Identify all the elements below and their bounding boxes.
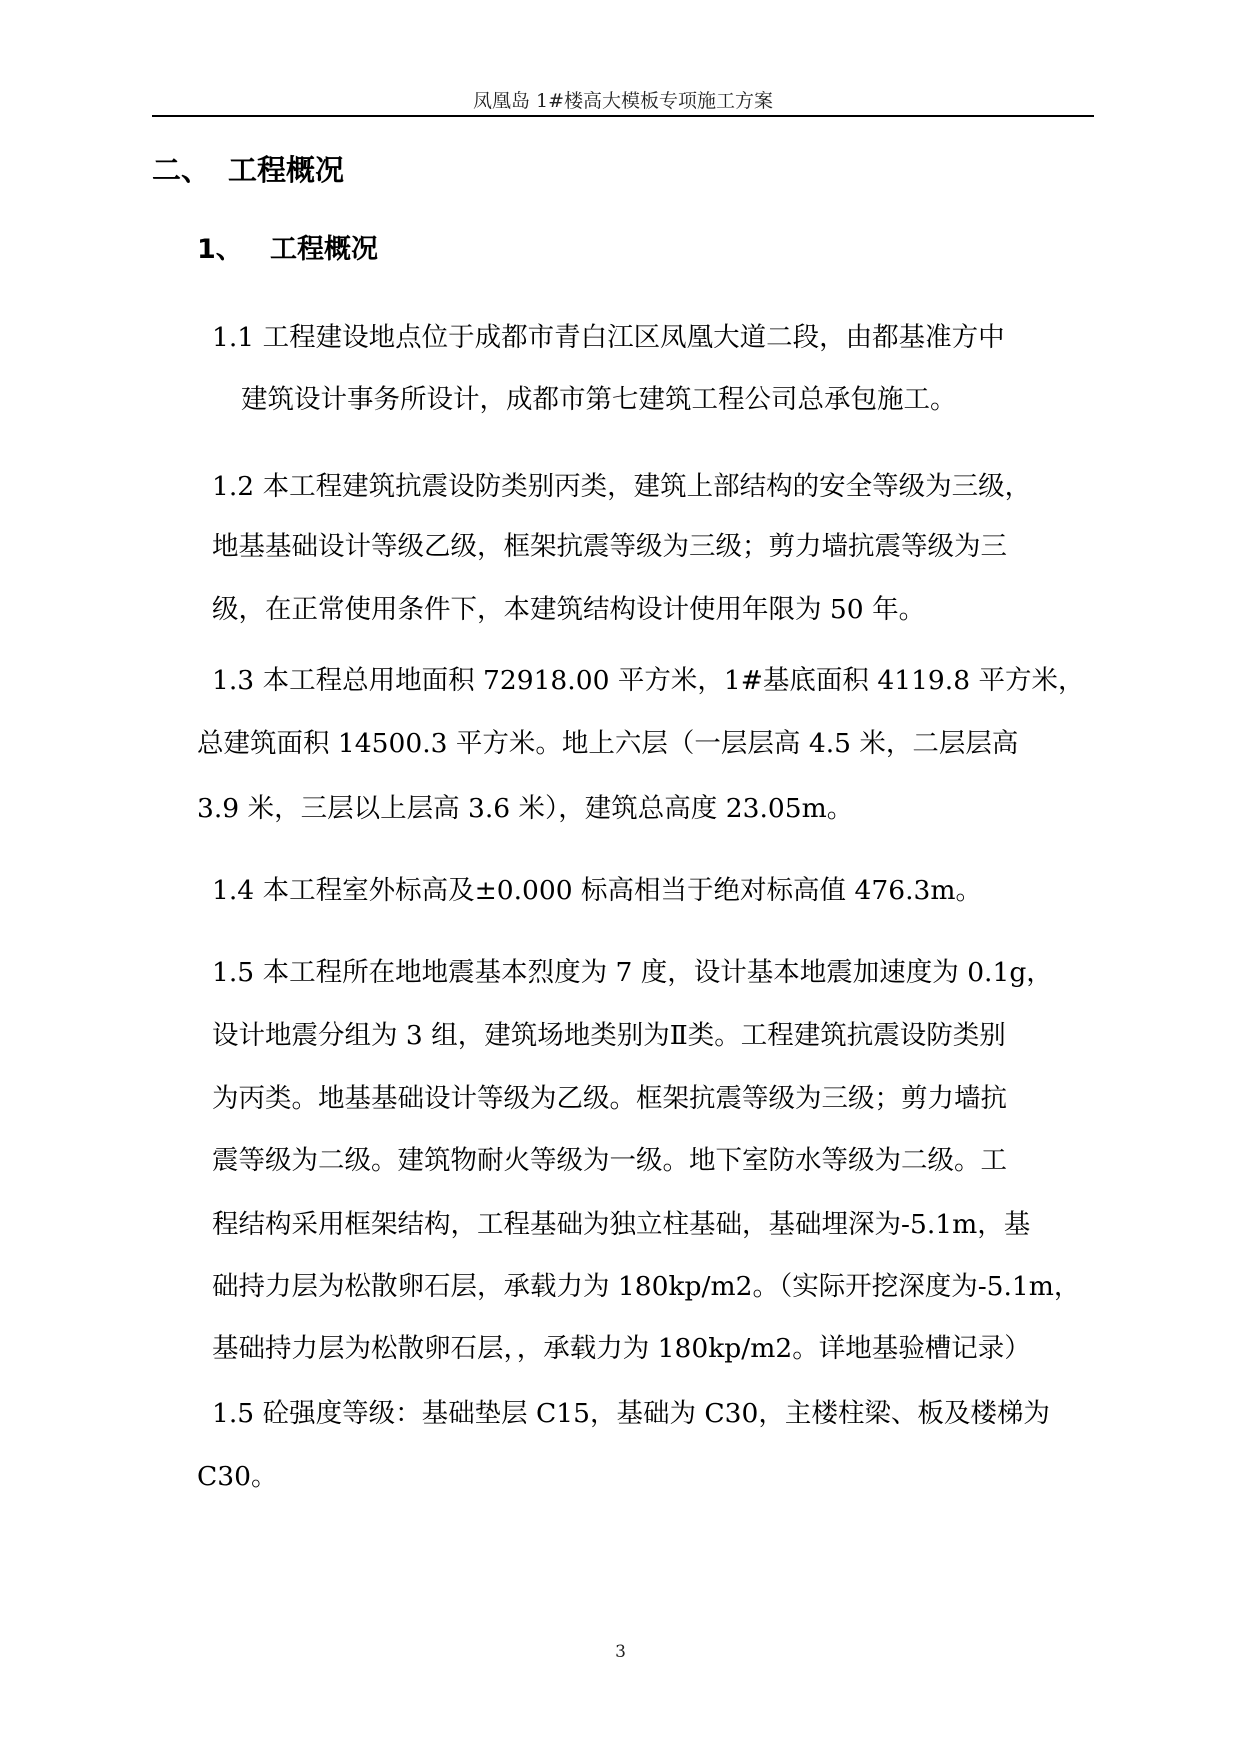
- page-number: 3: [615, 1642, 626, 1662]
- paragraph-line: 3.9 米，三层以上层高 3.6 米），建筑总高度 23.05m。: [197, 793, 854, 824]
- subsection-title: 工程概况: [270, 234, 378, 265]
- paragraph-line: 建筑设计事务所设计，成都市第七建筑工程公司总承包施工。: [241, 384, 957, 415]
- paragraph-line: 为丙类。地基基础设计等级为乙级。框架抗震等级为三级；剪力墙抗: [212, 1083, 1007, 1114]
- header-rule: [152, 115, 1094, 117]
- paragraph-line: 1.3 本工程总用地面积 72918.00 平方米，1#基底面积 4119.8 平方米，: [212, 665, 1085, 696]
- paragraph-line: 震等级为二级。建筑物耐火等级为一级。地下室防水等级为二级。工: [212, 1145, 1007, 1176]
- paragraph-line: 1.5 砼强度等级：基础垫层 C15，基础为 C30，主楼柱梁、板及楼梯为: [212, 1398, 1050, 1429]
- subsection-number: 1、: [197, 234, 243, 265]
- section-title: 工程概况: [228, 153, 345, 187]
- paragraph-line: 1.2 本工程建筑抗震设防类别丙类，建筑上部结构的安全等级为三级，: [212, 471, 1032, 502]
- page-header: 凤凰岛 1#楼高大模板专项施工方案: [472, 90, 774, 112]
- section-number: 二、: [152, 153, 211, 187]
- paragraph-line: 1.1 工程建设地点位于成都市青白江区凤凰大道二段，由都基准方中: [212, 322, 1005, 353]
- paragraph-line: 1.4 本工程室外标高及±0.000 标高相当于绝对标高值 476.3m。: [212, 875, 982, 906]
- paragraph-line: 设计地震分组为 3 组，建筑场地类别为Ⅱ类。工程建筑抗震设防类别: [212, 1020, 1006, 1051]
- paragraph-line: 础持力层为松散卵石层，承载力为 180kp/m2。（实际开挖深度为-5.1m，: [212, 1271, 1081, 1302]
- paragraph-line: 基础持力层为松散卵石层，，承载力为 180kp/m2。详地基验槽记录）: [212, 1333, 1031, 1364]
- paragraph-line: 地基基础设计等级乙级，框架抗震等级为三级；剪力墙抗震等级为三: [212, 531, 1007, 562]
- paragraph-line: 级，在正常使用条件下，本建筑结构设计使用年限为 50 年。: [212, 594, 926, 625]
- paragraph-line: 总建筑面积 14500.3 平方米。地上六层（一层层高 4.5 米，二层层高: [197, 728, 1019, 759]
- paragraph-line: 1.5 本工程所在地地震基本烈度为 7 度，设计基本地震加速度为 0.1g，: [212, 957, 1053, 988]
- paragraph-line: C30。: [197, 1461, 278, 1492]
- paragraph-line: 程结构采用框架结构，工程基础为独立柱基础，基础埋深为-5.1m，基: [212, 1209, 1031, 1240]
